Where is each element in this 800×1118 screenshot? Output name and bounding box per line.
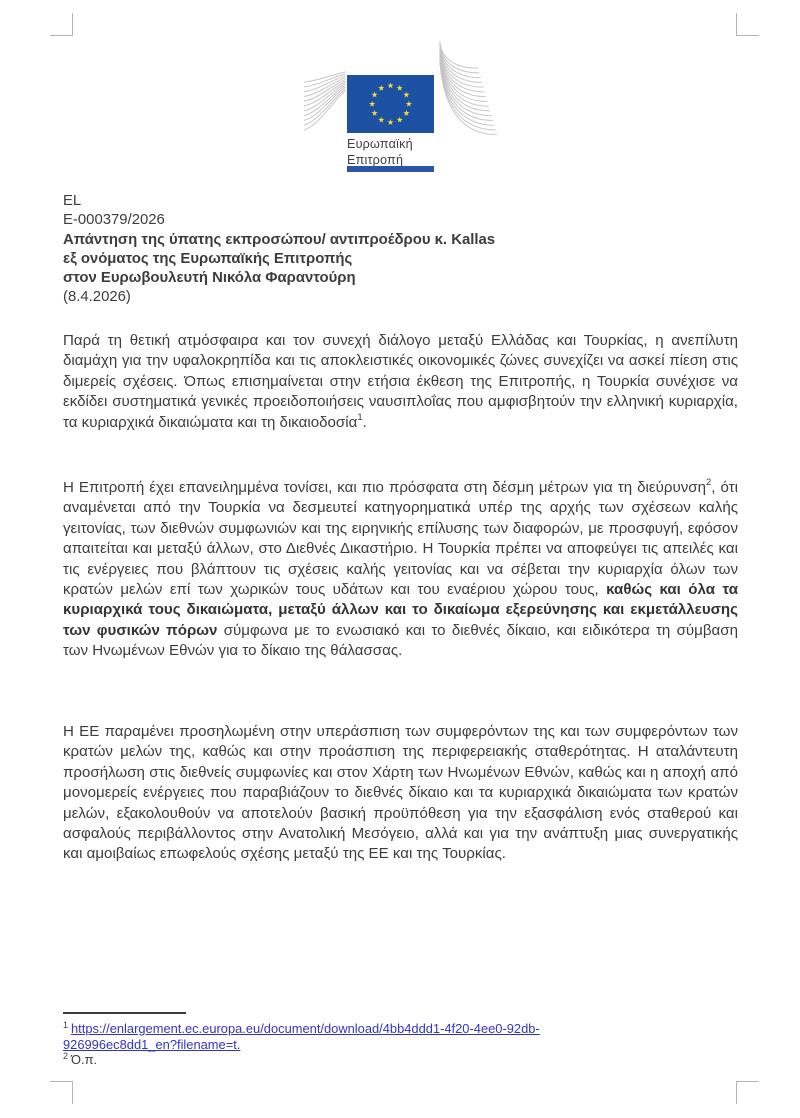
institution-name [347,137,413,168]
footnote-1-link-line2[interactable]: 926996ec8dd1_en?filename=t. [63,1036,241,1052]
paragraph-2 [63,478,738,662]
logo-underline-bar [347,166,434,172]
footnote-reference-1: 1 [357,411,363,423]
paragraph-2-text-end: σύμφωνα με το ενωσιακό και το διεθνές δίκαιο, και ειδικότερα τη σύμβαση των Ηνωμένων Εθνών για το δίκαιο της θάλασσας. [63,621,738,660]
answer-title-line2: εξ ονόματος της Ευρωπαϊκής Επιτροπής [63,250,353,267]
answer-title-line3: στον Ευρωβουλευτή Νικόλα Φαραντούρη [63,270,356,287]
footnotes [63,1021,738,1068]
footnote-1-link[interactable] [63,1021,540,1052]
footnote-1 [63,1021,738,1052]
paragraph-1-period: . [362,413,367,431]
paragraph-1 [63,331,738,433]
footnote-1-link-line1[interactable]: https://enlargement.ec.europa.eu/document/download/4bb4ddd1-4f20-4ee0-92db- [71,1021,540,1036]
paragraph-1-text: Παρά τη θετική ατμόσφαιρα και τον συνεχή διάλογο μεταξύ Ελλάδας και Τουρκίας, η ανεπίλυτη διαμάχη για την υφαλοκρηπίδα και τις αποκλειστικές οικονομικές ζώνες συνεχίζει να ασκεί πίεση στις διμερείς σχέσεις. Όπως επισημαίνεται στην ετήσια έκθεση της Επιτροπής, η Τουρκία συνέχισε να εκδίδει συστηματικά γενικές προειδοποιήσεις ναυσιπλοΐας που αμφισβητούν την ελληνική κυριαρχία, τα κυριαρχικά δικαιώματα και τη δικαιοδοσία [63,332,738,431]
crop-mark-top-left [50,13,73,36]
question-reference: E-000379/2026 [63,212,165,229]
logo-flourish-right-icon [438,41,500,138]
crop-mark-top-right [736,13,759,36]
footnote-2-marker: 2 [63,1051,69,1062]
answer-date: (8.4.2026) [63,289,131,306]
paragraph-2-text-middle: , ότι αναμένεται από την Τουρκία να δεσμευτεί κατηγορηματικά υπέρ της αρχής των σχέσεων καλής γειτονίας, των διεθνών συμφωνιών και της ειρηνικής επίλυσης των διαφορών, με προσφυγή, εφόσον απαιτείται και μεταξύ άλλων, στο Διεθνές Δικαστήριο. Η Τουρκία πρέπει να αποφεύγει τις απειλές και τις ενέργειες που βλάπτουν τις σχέσεις καλής γειτονίας και να σέβεται την κυριαρχία όλων των κρατών μελών επί των χωρικών τους υδάτων και του εναέριου χώρου τους, [63,479,738,599]
eu-flag-icon [347,75,434,133]
document-header [63,192,738,308]
institution-name-line2: Επιτροπή [347,152,404,167]
footnote-2-text: Ό.π. [71,1052,98,1068]
paragraph-2-bold-text: καθώς και όλα τα κυριαρχικά τους δικαιώματα, μεταξύ άλλων και το δικαίωμα εξερεύνησης και εκμετάλλευσης των φυσικών πόρων [63,581,738,639]
paragraph-3 [63,722,738,865]
language-code: EL [63,193,82,209]
footnote-2 [63,1052,738,1068]
crop-mark-bottom-left [50,1081,73,1104]
institution-name-line1: Ευρωπαϊκή [347,137,413,151]
crop-mark-bottom-right [736,1081,759,1104]
footnote-reference-2: 2 [706,477,712,488]
paragraph-2-text-start: Η Επιτροπή έχει επανειλημμένα τονίσει, και πιο πρόσφατα στη δέσμη μέτρων για τη διεύρυνση [63,479,706,496]
footnote-1-marker: 1 [63,1020,69,1030]
footnote-separator [63,1012,186,1014]
logo-flourish-left-icon [304,71,346,133]
answer-title-line1: Απάντηση της ύπατης εκπροσώπου/ αντιπροέδρου κ. Kallas [63,231,496,248]
paragraph-3-text: Η ΕΕ παραμένει προσηλωμένη στην υπεράσπιση των συμφερόντων της και των συμφερόντων των κρατών μελών της, καθώς και στην προάσπιση της περιφερειακής σταθερότητας. Η αταλάντευτη προσήλωση στις διεθνείς συμφωνίες και στον Χάρτη των Ηνωμένων Εθνών, καθώς και η αποχή από μονομερείς ενέργειες που παραβιάζουν το διεθνές δίκαιο και τα κυριαρχικά δικαιώματα των κρατών μελών, εξακολουθούν να αποτελούν βασική προϋπόθεση για την εξασφάλιση ενός σταθερού και ασφαλούς περιβάλλοντος στην Ανατολική Μεσόγειο, αλλά και για την ανάπτυξη μιας συνεργατικής και αμοιβαίως επωφελούς σχέσης μεταξύ της ΕΕ και της Τουρκίας. [63,723,738,863]
